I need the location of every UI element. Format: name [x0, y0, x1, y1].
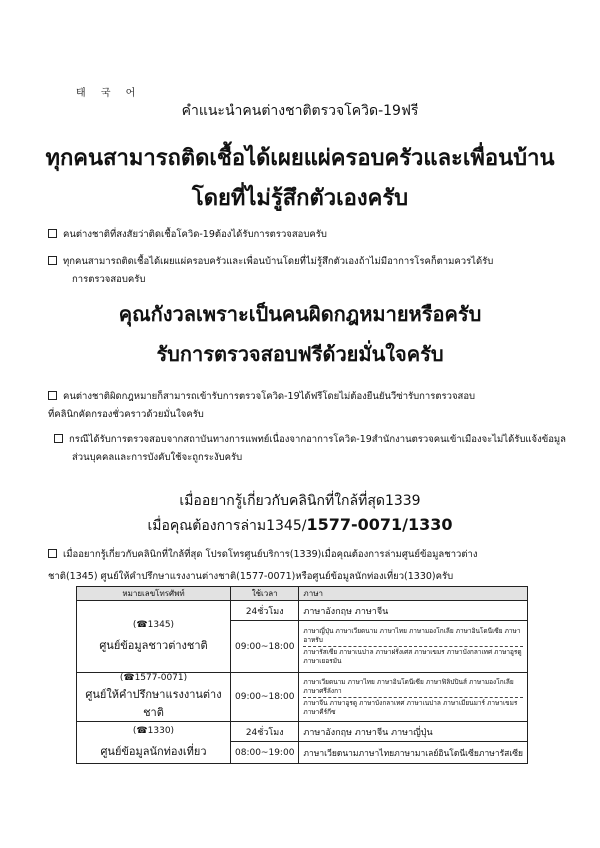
- bullet-3-text-2: ที่คลินิกคัดกรองชั่วคราวด้วยมั่นใจครับ: [48, 409, 204, 420]
- contact-table: [76, 586, 528, 764]
- table-row: [77, 722, 528, 742]
- phone-number-1577: (☎1577-0071): [119, 673, 188, 683]
- language-cell: [299, 673, 528, 722]
- bullet-4-text-2: ส่วนบุคคลและการบังคับใช้จะถูกระงับครับ: [72, 452, 243, 463]
- language-line: ภาษาจีน ภาษาอูรดู ภาษาบังกลาเทศ ภาษาเนปาล ภาษาเมียนมาร์ ภาษาเขมร ภาษาคีร์กีซ: [303, 698, 518, 716]
- dashed-divider: [303, 646, 523, 647]
- language-line: ภาษาเวียดนาม ภาษาไทย ภาษาอินโดนีเซีย ภาษาฟิลิปปินส์ ภาษามองโกเลีย ภาษาศรีลังกา: [303, 677, 514, 695]
- checkbox-icon: [54, 434, 63, 443]
- time-cell: 09:00~18:00: [231, 673, 299, 722]
- center-cell-1330: [77, 722, 231, 764]
- language-line: ภาษารัสเซีย ภาษาเนปาล ภาษาฝรั่งเศส ภาษาเขมร ภาษาบังกลาเทศ ภาษาอูรดู ภาษาเยอรมัน: [303, 648, 522, 665]
- time-cell: 24ชั่วโมง: [231, 722, 299, 742]
- language-line: ภาษาญี่ปุ่น ภาษาเวียดนาม ภาษาไทย ภาษามองโกเลีย ภาษาอินโดนีเซีย ภาษาอาหรับ: [303, 627, 521, 644]
- phone-number-1345: (☎1345): [132, 619, 175, 630]
- bullet-5-text-2: ชาติ(1345) ศูนย์ให้คำปรึกษาแรงงานต่างชาติ(1577-0071)หรือศูนย์ข้อมูลนักท่องเที่ยว(1330)ครับ: [48, 571, 454, 582]
- time-cell: 08:00~19:00: [231, 742, 299, 764]
- bullet-3-text-1: คนต่างชาติผิดกฎหมายก็สามารถเข้ารับการตรวจโควิด-19ได้ฟรีโดยไม่ต้องยืนยันวีซ่ารับการตรวจสอบ: [63, 391, 476, 402]
- interpreter-line: [0, 515, 600, 537]
- language-cell: ภาษาเวียดนามภาษาไทยภาษามาเลย์อินโดนีเซียภาษารัสเซีย: [299, 742, 528, 764]
- language-cell: ภาษาอังกฤษ ภาษาจีน ภาษาญี่ปุ่น: [299, 722, 528, 742]
- bullet-1: [48, 228, 327, 242]
- center-cell-1345: [77, 601, 231, 673]
- time-cell: 24ชั่วโมง: [231, 601, 299, 621]
- time-cell: 09:00~18:00: [231, 621, 299, 673]
- center-name-tourist: ศูนย์ข้อมูลนักท่องเที่ยว: [100, 744, 207, 758]
- checkbox-icon: [48, 549, 57, 558]
- headline-1: ทุกคนสามารถติดเชื้อได้เผยแผ่ครอบครัวและเพื่อนบ้าน: [45, 146, 555, 171]
- bullet-3: [48, 390, 475, 404]
- headline-4: รับการตรวจสอบฟรีด้วยมั่นใจครับ: [156, 342, 444, 366]
- bullet-2: [48, 255, 568, 269]
- table-row: [77, 673, 528, 722]
- language-cell: ภาษาอังกฤษ ภาษาจีน: [299, 601, 528, 621]
- header-language: ภาษา: [299, 587, 528, 601]
- headline-2: โดยที่ไม่รู้สึกตัวเองครับ: [191, 186, 409, 211]
- clinic-line: เมื่ออยากรู้เกี่ยวกับคลินิกที่ใกล้ที่สุด1339: [179, 493, 421, 509]
- dashed-divider: [303, 697, 523, 698]
- bullet-4-text-1: กรณีได้รับการตรวจสอบจากสถาบันทางการแพทย์เนื่องจากอาการโควิด-19สำนักงานตรวจคนเข้าเมืองจะไม่ได้รับแจ้งข้อมูล: [69, 434, 566, 445]
- table-row: [77, 601, 528, 621]
- checkbox-icon: [48, 229, 57, 238]
- center-name-foreigner: ศูนย์ข้อมูลชาวต่างชาติ: [99, 638, 208, 652]
- headline-3: คุณกังวลเพราะเป็นคนผิดกฎหมายหรือครับ: [118, 302, 482, 326]
- header-phone: หมายเลขโทรศัพท์: [77, 587, 231, 601]
- interpreter-numbers: 1577-0071/1330: [306, 515, 453, 534]
- center-name-labor: ศูนย์ให้คำปรึกษาแรงงานต่างชาติ: [85, 688, 222, 719]
- subtitle: คำแนะนำคนต่างชาติตรวจโควิด-19ฟรี: [181, 103, 419, 119]
- bullet-5: [48, 548, 478, 562]
- bullet-4: [54, 433, 566, 447]
- header-time: ใช้เวลา: [231, 587, 299, 601]
- language-cell: [299, 621, 528, 673]
- phone-number-1330: (☎1330): [132, 725, 175, 736]
- checkbox-icon: [48, 256, 57, 265]
- center-cell-1577: [77, 673, 231, 722]
- bullet-2-text-1: ทุกคนสามารถติดเชื้อได้เผยแผ่ครอบครัวและเพื่อนบ้านโดยที่ไม่รู้สึกตัวเองถ้าไม่มีอาการโรคก็ตามควรได้รับ: [63, 256, 494, 267]
- table-header-row: [77, 587, 528, 601]
- checkbox-icon: [48, 391, 57, 400]
- interpreter-prefix: เมื่อคุณต้องการล่าม1345/: [147, 518, 307, 534]
- bullet-5-text-1: เมื่ออยากรู้เกี่ยวกับคลินิกที่ใกล้ที่สุด โปรดโทรศูนย์บริการ(1339)เมื่อคุณต้องการล่ามศูนย์ข้อมูลชาวต่าง: [63, 549, 478, 560]
- bullet-1-text: คนต่างชาติที่สงสัยว่าติดเชื้อโควิด-19ต้องได้รับการตรวจสอบครับ: [63, 229, 327, 240]
- bullet-2-text-2: การตรวจสอบครับ: [72, 274, 146, 285]
- document-tag: 태 국 어: [76, 88, 142, 99]
